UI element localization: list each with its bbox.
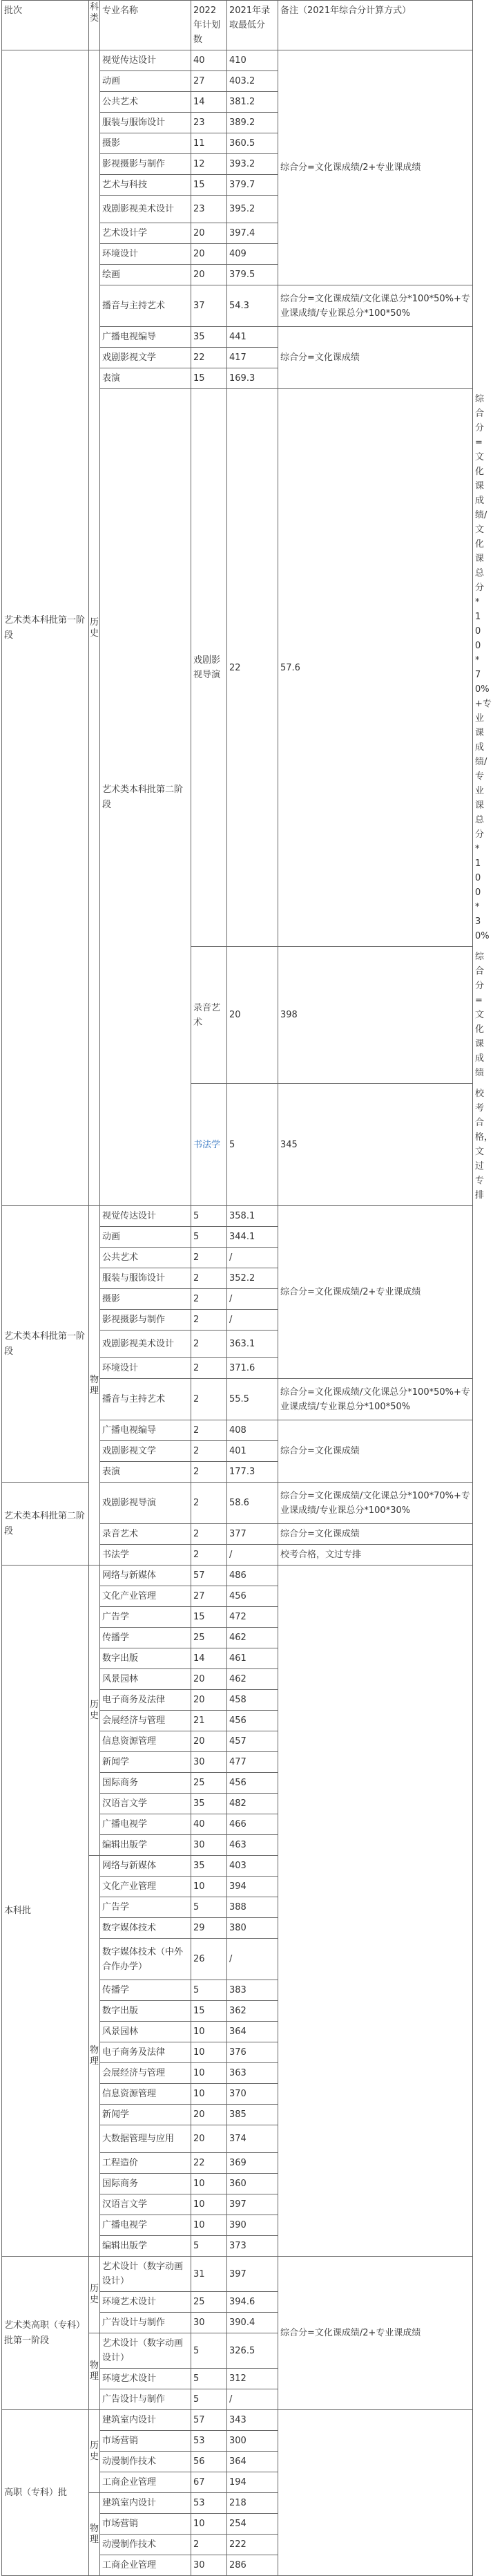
- major-cell: 工商企业管理: [100, 2555, 191, 2576]
- major-cell: 环境设计: [100, 244, 191, 265]
- score-cell: 344.1: [227, 1227, 278, 1248]
- major-cell: 动画: [100, 71, 191, 92]
- plan-cell: 29: [191, 1918, 227, 1939]
- score-cell: 477: [227, 1752, 278, 1773]
- major-cell: 网络与新媒体: [100, 1566, 191, 1586]
- plan-cell: 2: [191, 1358, 227, 1379]
- score-cell: /: [227, 2389, 278, 2410]
- major-cell: 公共艺术: [100, 1248, 191, 1268]
- score-cell: 390.4: [227, 2313, 278, 2333]
- header-category: 科类: [89, 1, 100, 50]
- plan-cell: 20: [191, 244, 227, 265]
- major-cell: 广告设计与制作: [100, 2389, 191, 2410]
- score-cell: 360.5: [227, 133, 278, 154]
- score-cell: 456: [227, 1773, 278, 1794]
- plan-cell: 15: [191, 2001, 227, 2022]
- plan-cell: 10: [191, 2042, 227, 2063]
- plan-cell: 15: [191, 1607, 227, 1628]
- score-cell: 486: [227, 1566, 278, 1586]
- header-batch: 批次: [2, 1, 89, 50]
- major-cell: 视觉传达设计: [100, 50, 191, 71]
- plan-cell: 31: [191, 2257, 227, 2292]
- major-cell: 数字媒体技术: [100, 1918, 191, 1939]
- header-major: 专业名称: [100, 1, 191, 50]
- plan-cell: 5: [191, 2389, 227, 2410]
- score-cell: 380: [227, 1918, 278, 1939]
- plan-cell: 2: [191, 1545, 227, 1566]
- batch-cell: 艺术类本科批第一阶段: [2, 50, 89, 1206]
- major-cell: 绘画: [100, 265, 191, 285]
- plan-cell: 5: [227, 1084, 278, 1206]
- major-cell: 国际商务: [100, 1773, 191, 1794]
- major-cell: 市场营销: [100, 2514, 191, 2535]
- plan-cell: 20: [191, 1669, 227, 1690]
- score-cell: 222: [227, 2535, 278, 2555]
- plan-cell: 57: [191, 2410, 227, 2431]
- major-cell: 数字出版: [100, 1648, 191, 1669]
- score-cell: 456: [227, 1711, 278, 1731]
- major-cell: 建筑室内设计: [100, 2410, 191, 2431]
- plan-cell: 20: [227, 947, 278, 1084]
- plan-cell: 5: [191, 2333, 227, 2369]
- score-cell: 403.2: [227, 71, 278, 92]
- major-cell: 电子商务及法律: [100, 2042, 191, 2063]
- score-cell: /: [227, 1248, 278, 1268]
- major-cell: 数字媒体技术（中外合作办学）: [100, 1939, 191, 1980]
- plan-cell: 35: [191, 1794, 227, 1814]
- score-cell: 369: [227, 2153, 278, 2174]
- score-cell: 300: [227, 2431, 278, 2452]
- plan-cell: 40: [191, 1814, 227, 1835]
- score-cell: 381.2: [227, 92, 278, 113]
- plan-cell: 21: [191, 1711, 227, 1731]
- major-cell: 信息资源管理: [100, 2084, 191, 2105]
- major-cell: 艺术设计（数字动画设计）: [100, 2333, 191, 2369]
- score-cell: 373: [227, 2236, 278, 2257]
- category-cell: 物理: [89, 2493, 100, 2576]
- score-cell: 458: [227, 1690, 278, 1711]
- plan-cell: 2: [191, 1268, 227, 1289]
- major-cell: 环境艺术设计: [100, 2369, 191, 2389]
- score-cell: 398: [278, 947, 473, 1084]
- major-cell: 视觉传达设计: [100, 1206, 191, 1227]
- plan-cell: 35: [191, 1856, 227, 1877]
- score-cell: 343: [227, 2410, 278, 2431]
- major-cell: 书法学: [191, 1084, 227, 1206]
- plan-cell: 10: [191, 2063, 227, 2084]
- score-cell: 472: [227, 1607, 278, 1628]
- major-cell: 戏剧影视美术设计: [100, 196, 191, 223]
- score-cell: 58.6: [227, 1483, 278, 1524]
- major-cell: 大数据管理与应用: [100, 2125, 191, 2153]
- plan-cell: 2: [191, 1289, 227, 1310]
- plan-cell: 10: [191, 1877, 227, 1897]
- score-cell: 394: [227, 1877, 278, 1897]
- score-cell: 370: [227, 2084, 278, 2105]
- major-cell: 广告设计与制作: [100, 2313, 191, 2333]
- score-cell: 377: [227, 1524, 278, 1545]
- plan-cell: 2: [191, 1379, 227, 1420]
- score-cell: 326.5: [227, 2333, 278, 2369]
- note-cell: 综合分=文化课成绩/文化课总分*100*70%+专业课成绩/专业课总分*100*30%: [278, 1483, 473, 1524]
- score-cell: 169.3: [227, 368, 278, 389]
- major-cell: 戏剧影视文学: [100, 348, 191, 368]
- major-cell: 广播电视编导: [100, 1420, 191, 1441]
- table-row: 艺术类本科批第二阶段 戏剧影视导演 22 57.6 综合分=文化课成绩/文化课总分*100*70%+专业课成绩/专业课总分*100*30%: [2, 389, 473, 947]
- score-cell: 363: [227, 2063, 278, 2084]
- score-cell: 417: [227, 348, 278, 368]
- major-cell: 汉语言文学: [100, 1794, 191, 1814]
- score-cell: /: [227, 1289, 278, 1310]
- plan-cell: 37: [191, 285, 227, 327]
- score-cell: 312: [227, 2369, 278, 2389]
- major-cell: 环境艺术设计: [100, 2292, 191, 2313]
- admission-table-body: [2, 1, 493, 2576]
- major-cell: 市场营销: [100, 2431, 191, 2452]
- plan-cell: 22: [227, 389, 278, 947]
- major-cell: 艺术设计学: [100, 223, 191, 244]
- score-cell: 466: [227, 1814, 278, 1835]
- major-cell: 会展经济与管理: [100, 1711, 191, 1731]
- major-cell: 艺术与科技: [100, 175, 191, 196]
- category-cell: 物理: [89, 2333, 100, 2410]
- category-cell: 物理: [89, 1856, 100, 2257]
- note-cell: 综合分=文化课成绩/文化课总分*100*50%+专业课成绩/专业课总分*100*50%: [278, 285, 473, 327]
- major-cell: 摄影: [100, 1289, 191, 1310]
- score-cell: 379.5: [227, 265, 278, 285]
- score-cell: 462: [227, 1669, 278, 1690]
- score-cell: 362: [227, 2001, 278, 2022]
- plan-cell: 25: [191, 1628, 227, 1648]
- plan-cell: 2: [191, 1310, 227, 1331]
- score-cell: 463: [227, 1835, 278, 1856]
- major-cell: 戏剧影视美术设计: [100, 1331, 191, 1358]
- major-cell: 工程造价: [100, 2153, 191, 2174]
- score-cell: 403: [227, 1856, 278, 1877]
- major-cell: 国际商务: [100, 2174, 191, 2194]
- score-cell: 358.1: [227, 1206, 278, 1227]
- score-cell: 482: [227, 1794, 278, 1814]
- plan-cell: 15: [191, 175, 227, 196]
- category-cell: 历史: [89, 1566, 100, 1856]
- major-cell: 动画: [100, 1227, 191, 1248]
- score-cell: 376: [227, 2042, 278, 2063]
- major-cell: 会展经济与管理: [100, 2063, 191, 2084]
- score-cell: 364: [227, 2452, 278, 2472]
- major-cell: 文化产业管理: [100, 1586, 191, 1607]
- plan-cell: 30: [191, 1835, 227, 1856]
- major-cell: 汉语言文学: [100, 2194, 191, 2215]
- plan-cell: 30: [191, 1752, 227, 1773]
- major-cell: 影视摄影与制作: [100, 1310, 191, 1331]
- header-note: 备注（2021年综合分计算方式）: [278, 1, 473, 50]
- table-row: [2, 1483, 473, 1524]
- plan-cell: 53: [191, 2431, 227, 2452]
- plan-cell: 11: [191, 133, 227, 154]
- header-score: 2021年录取最低分: [227, 1, 278, 50]
- major-cell: 文化产业管理: [100, 1877, 191, 1897]
- table-row: [2, 2257, 473, 2292]
- major-cell: 环境设计: [100, 1358, 191, 1379]
- batch-cell: 高职（专科）批: [2, 2410, 89, 2576]
- score-cell: 389.2: [227, 113, 278, 133]
- major-cell: 录音艺术: [100, 1524, 191, 1545]
- plan-cell: 14: [191, 1648, 227, 1669]
- note-cell-empty: [278, 2410, 473, 2576]
- major-cell: 新闻学: [100, 1752, 191, 1773]
- plan-cell: 5: [191, 2236, 227, 2257]
- plan-cell: 5: [191, 1227, 227, 1248]
- score-cell: 393.2: [227, 154, 278, 175]
- plan-cell: 20: [191, 223, 227, 244]
- major-cell: 工商企业管理: [100, 2472, 191, 2493]
- major-cell: 传播学: [100, 1628, 191, 1648]
- score-cell: 394.6: [227, 2292, 278, 2313]
- score-cell: /: [227, 1310, 278, 1331]
- major-cell: 戏剧影视文学: [100, 1441, 191, 1462]
- major-cell: 书法学: [100, 1545, 191, 1566]
- plan-cell: 30: [191, 2555, 227, 2576]
- plan-cell: 10: [191, 2022, 227, 2042]
- major-cell: 编辑出版学: [100, 1835, 191, 1856]
- plan-cell: 2: [191, 1524, 227, 1545]
- major-cell: 表演: [100, 368, 191, 389]
- major-cell: 戏剧影视导演: [100, 1483, 191, 1524]
- major-cell: 服装与服饰设计: [100, 113, 191, 133]
- score-cell: 177.3: [227, 1462, 278, 1483]
- note-cell: 综合分=文化课成绩: [278, 1420, 473, 1483]
- plan-cell: 2: [191, 1462, 227, 1483]
- major-cell: 戏剧影视导演: [191, 389, 227, 947]
- plan-cell: 10: [191, 2194, 227, 2215]
- score-cell: 54.3: [227, 285, 278, 327]
- plan-cell: 23: [191, 113, 227, 133]
- plan-cell: 25: [191, 1773, 227, 1794]
- score-cell: 397.4: [227, 223, 278, 244]
- major-cell: 广播电视学: [100, 1814, 191, 1835]
- plan-cell: 57: [191, 1566, 227, 1586]
- plan-cell: 2: [191, 1441, 227, 1462]
- score-cell: 397: [227, 2257, 278, 2292]
- header-plan: 2022年计划数: [191, 1, 227, 50]
- batch-cell: 本科批: [2, 1566, 89, 2257]
- plan-cell: 22: [191, 348, 227, 368]
- batch-cell: 艺术类本科批第二阶段: [2, 1483, 89, 1566]
- plan-cell: 20: [191, 1690, 227, 1711]
- score-cell: 395.2: [227, 196, 278, 223]
- score-cell: 388: [227, 1897, 278, 1918]
- major-cell: 数字出版: [100, 2001, 191, 2022]
- table-row: [2, 1206, 473, 1227]
- major-cell: 艺术设计（数字动画设计）: [100, 2257, 191, 2292]
- note-cell: 综合分=文化课成绩: [278, 327, 473, 389]
- score-cell: 374: [227, 2125, 278, 2153]
- note-cell: 综合分=文化课成绩/2+专业课成绩: [278, 50, 473, 285]
- plan-cell: 14: [191, 92, 227, 113]
- plan-cell: 5: [191, 1206, 227, 1227]
- score-cell: 397: [227, 2194, 278, 2215]
- admission-table: [1, 0, 493, 2576]
- table-row: [2, 1566, 473, 1586]
- plan-cell: 2: [191, 1483, 227, 1524]
- note-cell: 校考合格，文过专排: [278, 1545, 473, 1566]
- plan-cell: 10: [191, 2514, 227, 2535]
- note-cell: 综合分=文化课成绩/2+专业课成绩: [278, 2257, 473, 2410]
- score-cell: 352.2: [227, 1268, 278, 1289]
- score-cell: 409: [227, 244, 278, 265]
- plan-cell: 53: [191, 2493, 227, 2514]
- major-cell: 传播学: [100, 1980, 191, 2001]
- major-cell: 播音与主持艺术: [100, 285, 191, 327]
- score-cell: 286: [227, 2555, 278, 2576]
- batch-cell: 艺术类本科批第二阶段: [100, 389, 191, 1206]
- plan-cell: 2: [191, 1331, 227, 1358]
- score-cell: 456: [227, 1586, 278, 1607]
- score-cell: /: [227, 1545, 278, 1566]
- major-cell: 动漫制作技术: [100, 2452, 191, 2472]
- plan-cell: 30: [191, 2313, 227, 2333]
- plan-cell: 15: [191, 368, 227, 389]
- plan-cell: 35: [191, 327, 227, 348]
- major-cell: 风景园林: [100, 2022, 191, 2042]
- plan-cell: 12: [191, 154, 227, 175]
- score-cell: 441: [227, 327, 278, 348]
- score-cell: /: [227, 1939, 278, 1980]
- major-cell: 播音与主持艺术: [100, 1379, 191, 1420]
- score-cell: 364: [227, 2022, 278, 2042]
- table-header-row: [2, 1, 473, 50]
- note-cell: 综合分=文化课成绩: [278, 1524, 473, 1545]
- major-cell: 编辑出版学: [100, 2236, 191, 2257]
- score-cell: 254: [227, 2514, 278, 2535]
- major-cell: 影视摄影与制作: [100, 154, 191, 175]
- table-row: 书法学 5 345 校考合格，文过专排: [2, 1084, 473, 1206]
- score-cell: 57.6: [278, 389, 473, 947]
- score-cell: 360: [227, 2174, 278, 2194]
- score-cell: 55.5: [227, 1379, 278, 1420]
- batch-cell: 艺术类高职（专科）批第一阶段: [2, 2257, 89, 2410]
- category-cell: 历史: [89, 2410, 100, 2493]
- category-cell: 历史: [89, 50, 100, 1206]
- score-cell: 379.7: [227, 175, 278, 196]
- major-cell: 广播电视学: [100, 2215, 191, 2236]
- score-cell: 401: [227, 1441, 278, 1462]
- table-row: [2, 2410, 473, 2431]
- major-cell: 表演: [100, 1462, 191, 1483]
- note-cell: 综合分=文化课成绩/2+专业课成绩: [278, 1206, 473, 1379]
- score-cell: 218: [227, 2493, 278, 2514]
- plan-cell: 2: [191, 1420, 227, 1441]
- major-cell: 广告学: [100, 1897, 191, 1918]
- plan-cell: 40: [191, 50, 227, 71]
- note-cell: 综合分=文化课成绩/文化课总分*100*50%+专业课成绩/专业课总分*100*50%: [278, 1379, 473, 1420]
- major-cell: 建筑室内设计: [100, 2493, 191, 2514]
- plan-cell: 27: [191, 71, 227, 92]
- score-cell: 345: [278, 1084, 473, 1206]
- plan-cell: 5: [191, 1980, 227, 2001]
- major-cell: 广告学: [100, 1607, 191, 1628]
- score-cell: 194: [227, 2472, 278, 2493]
- major-cell: 信息资源管理: [100, 1731, 191, 1752]
- major-cell: 录音艺术: [191, 947, 227, 1084]
- plan-cell: 2: [191, 2535, 227, 2555]
- major-cell: 公共艺术: [100, 92, 191, 113]
- table-row: 录音艺术 20 398 综合分=文化课成绩: [2, 947, 473, 1084]
- plan-cell: 10: [191, 2084, 227, 2105]
- category-cell: 物理: [89, 1206, 100, 1566]
- plan-cell: 67: [191, 2472, 227, 2493]
- plan-cell: 26: [191, 1939, 227, 1980]
- score-cell: 461: [227, 1648, 278, 1669]
- plan-cell: 20: [191, 265, 227, 285]
- major-cell: 摄影: [100, 133, 191, 154]
- major-cell: 动漫制作技术: [100, 2535, 191, 2555]
- score-cell: 383: [227, 1980, 278, 2001]
- score-cell: 462: [227, 1628, 278, 1648]
- category-cell: 历史: [89, 2257, 100, 2333]
- plan-cell: 20: [191, 1731, 227, 1752]
- score-cell: 410: [227, 50, 278, 71]
- batch-cell: 艺术类本科批第一阶段: [2, 1206, 89, 1483]
- table-row: [2, 50, 473, 71]
- plan-cell: 5: [191, 1897, 227, 1918]
- score-cell: 390: [227, 2215, 278, 2236]
- score-cell: 363.1: [227, 1331, 278, 1358]
- plan-cell: 20: [191, 2105, 227, 2125]
- plan-cell: 22: [191, 2153, 227, 2174]
- plan-cell: 27: [191, 1586, 227, 1607]
- plan-cell: 10: [191, 2215, 227, 2236]
- plan-cell: 56: [191, 2452, 227, 2472]
- plan-cell: 23: [191, 196, 227, 223]
- plan-cell: 10: [191, 2174, 227, 2194]
- score-cell: 408: [227, 1420, 278, 1441]
- plan-cell: 5: [191, 2369, 227, 2389]
- major-cell: 电子商务及法律: [100, 1690, 191, 1711]
- major-cell: 风景园林: [100, 1669, 191, 1690]
- major-cell: 服装与服饰设计: [100, 1268, 191, 1289]
- plan-cell: 2: [191, 1248, 227, 1268]
- plan-cell: 25: [191, 2292, 227, 2313]
- major-cell: 新闻学: [100, 2105, 191, 2125]
- score-cell: 371.6: [227, 1358, 278, 1379]
- score-cell: 457: [227, 1731, 278, 1752]
- major-cell: 网络与新媒体: [100, 1856, 191, 1877]
- score-cell: 385: [227, 2105, 278, 2125]
- note-cell-empty: [278, 1566, 473, 2257]
- plan-cell: 20: [191, 2125, 227, 2153]
- major-cell: 广播电视编导: [100, 327, 191, 348]
